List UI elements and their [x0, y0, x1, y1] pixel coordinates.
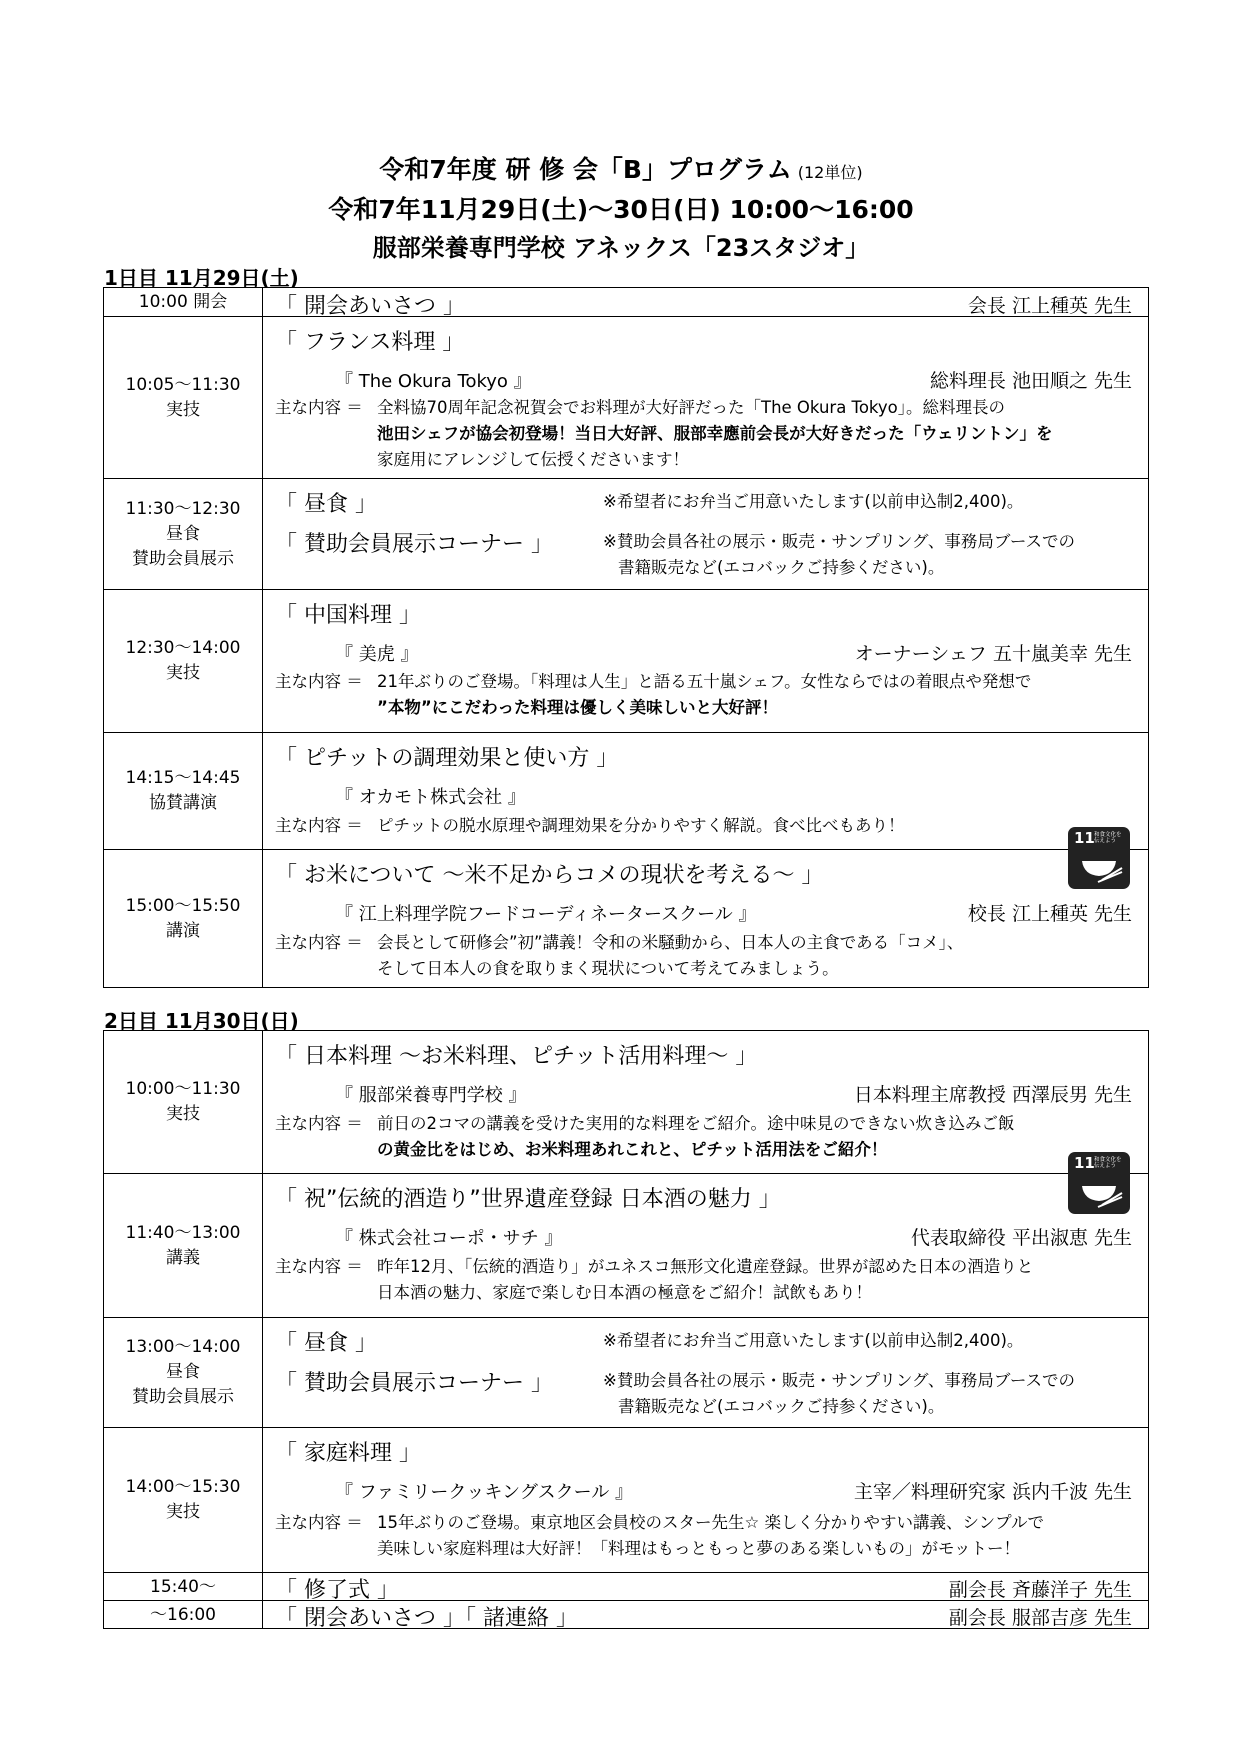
table-row: [104, 850, 1149, 988]
lunch-note: ※希望者にお弁当ご用意いたします(以前申込制2,400)。: [603, 492, 1024, 511]
exhibit-note: ※賛助会員各社の展示・販売・サンプリング、事務局ブースでの: [603, 1371, 1076, 1390]
session-title: 「 中国料理 」: [275, 603, 421, 628]
lunch-note: ※希望者にお弁当ご用意いたします(以前申込制2,400)。: [603, 1331, 1024, 1350]
lunch-cell: [263, 479, 1149, 590]
session-title: 「 修了式 」: [275, 1578, 399, 1603]
session-cell: [263, 1428, 1149, 1573]
session-title: 「 フランス料理 」: [275, 330, 465, 355]
session-cell: [263, 288, 1149, 317]
table-row: [104, 317, 1149, 479]
session-cell: [263, 850, 1149, 988]
table-row: [104, 479, 1149, 590]
table-row: [104, 1573, 1149, 1601]
speaker: 主宰／料理研究家 浜内千波 先生: [853, 1481, 1132, 1503]
session-content: 主な内容 ＝ 15年ぶりのご登場。東京地区会員校のスター先生☆ 楽しく分かりやすい講義、シンプルで 美味しい家庭料理は大好評！「料理はもっともっと夢のある楽しいもの」がモットー！: [275, 1513, 1044, 1558]
day1-schedule-table: [103, 287, 1149, 988]
session-title: 「 開会あいさつ 」: [275, 294, 465, 319]
day1-heading: 1日目 11月29日(土): [104, 266, 299, 290]
program-venue: 服部栄養専門学校 アネックス「23スタジオ」: [372, 234, 870, 262]
day2-schedule-table: [103, 1030, 1149, 1629]
badge-number: 11: [1074, 829, 1095, 847]
program-title: 令和7年度 研 修 会「B」プログラム (12単位): [379, 155, 863, 184]
session-title: 「 お米について ～米不足からコメの現状を考える～ 」: [275, 863, 824, 888]
badge-number: 11: [1074, 1154, 1095, 1172]
exhibit-note: ※賛助会員各社の展示・販売・サンプリング、事務局ブースでの: [603, 532, 1076, 551]
washoku-badge: [1068, 827, 1130, 889]
table-row: [104, 1318, 1149, 1428]
session-content: 主な内容 ＝ ピチットの脱水原理や調理効果を分かりやすく解説。食べ比べもあり！: [275, 816, 905, 835]
session-cell: [263, 317, 1149, 479]
table-row: [104, 1601, 1149, 1629]
units-note: (12単位): [797, 163, 863, 182]
speaker: 会長 江上種英 先生: [967, 295, 1132, 317]
time-cell: 11:40～13:00 講義: [104, 1174, 263, 1318]
exhibit-title: 「 賛助会員展示コーナー 」: [275, 532, 553, 557]
speaker: 日本料理主席教授 西澤辰男 先生: [853, 1084, 1132, 1106]
session-cell: [263, 733, 1149, 850]
session-cell: [263, 1601, 1149, 1629]
organization: 『 The Okura Tokyo 』: [335, 371, 532, 392]
lunch-title: 「 昼食 」: [275, 1331, 377, 1356]
speaker: 校長 江上種英 先生: [967, 903, 1132, 925]
badge-text: 和食文化を伝えよう: [1094, 1157, 1122, 1169]
speaker: 総料理長 池田順之 先生: [929, 370, 1132, 392]
time-cell: 10:05～11:30 実技: [104, 317, 263, 479]
session-content: 主な内容 ＝ 昨年12月、「伝統的酒造り」がユネスコ無形文化遺産登録。世界が認めた日本の酒造りと 日本酒の魅力、家庭で楽しむ日本酒の極意をご紹介！試飲もあり！: [275, 1257, 1034, 1302]
session-title: 「 家庭料理 」: [275, 1441, 421, 1466]
exhibit-note-2: 書籍販売など(エコバックご持参ください)。: [618, 1397, 945, 1416]
session-cell: [263, 1573, 1149, 1601]
time-cell: 14:00～15:30 実技: [104, 1428, 263, 1573]
organization: 『 服部栄養専門学校 』: [335, 1085, 527, 1106]
time-cell: 15:00～15:50 講演: [104, 850, 263, 988]
session-content: 主な内容 ＝ 全料協70周年記念祝賀会でお料理が大好評だった「The Okura Tokyo」。総料理長の 池田シェフが協会初登場！当日大好評、服部幸應前会長が大好きだった「ウェリントン」を 家庭用にアレンジして伝授くださいます！: [275, 398, 1053, 469]
session-title: 「 ピチットの調理効果と使い方 」: [275, 746, 619, 771]
session-content: 主な内容 ＝ 前日の2コマの講義を受けた実用的な料理をご紹介。途中味見のできない炊き込みご飯 の黄金比をはじめ、お米料理あれこれと、ピチット活用法をご紹介！: [275, 1114, 1015, 1159]
time-cell: 10:00～11:30 実技: [104, 1031, 263, 1174]
time-cell: 12:30～14:00 実技: [104, 590, 263, 733]
time-cell: 15:40～: [104, 1573, 263, 1601]
time-cell: ～16:00: [104, 1601, 263, 1629]
table-row: [104, 1031, 1149, 1174]
program-dates: 令和7年11月29日(土)～30日(日) 10:00～16:00: [328, 195, 914, 224]
day2-heading: 2日目 11月30日(日): [104, 1009, 299, 1033]
table-row: [104, 1428, 1149, 1573]
organization: 『 江上料理学院フードコーディネータースクール 』: [335, 904, 757, 925]
speaker: オーナーシェフ 五十嵐美幸 先生: [854, 643, 1132, 665]
time-cell: 14:15～14:45 協賛講演: [104, 733, 263, 850]
organization: 『 株式会社コーポ・サチ 』: [335, 1228, 563, 1249]
time-cell: 11:30～12:30 昼食 賛助会員展示: [104, 479, 263, 590]
organization: 『 美虎 』: [335, 644, 419, 665]
session-cell: [263, 590, 1149, 733]
speaker: 副会長 服部吉彦 先生: [948, 1607, 1132, 1629]
lunch-title: 「 昼食 」: [275, 492, 377, 517]
session-cell: [263, 1174, 1149, 1318]
washoku-badge: [1068, 1152, 1130, 1214]
exhibit-note-2: 書籍販売など(エコバックご持参ください)。: [618, 558, 945, 577]
organization: 『 ファミリークッキングスクール 』: [335, 1482, 634, 1503]
table-row: [104, 590, 1149, 733]
session-title: 「 日本料理 ～お米料理、ピチット活用料理～ 」: [275, 1044, 758, 1069]
session-cell: [263, 1031, 1149, 1174]
session-content: 主な内容 ＝ 会長として研修会”初”講義！令和の米騒動から、日本人の主食である「コメ」、 そして日本人の食を取りまく現状について考えてみましょう。: [275, 933, 964, 978]
table-row: [104, 733, 1149, 850]
time-cell: 10:00 開会: [104, 288, 263, 317]
lunch-cell: [263, 1318, 1149, 1428]
table-row: [104, 1174, 1149, 1318]
organization: 『 オカモト株式会社 』: [335, 787, 526, 808]
exhibit-title: 「 賛助会員展示コーナー 」: [275, 1371, 553, 1396]
badge-text: 和食文化を伝えよう: [1094, 832, 1122, 844]
table-row: [104, 288, 1149, 317]
session-title: 「 閉会あいさつ 」「 諸連絡 」: [275, 1606, 578, 1631]
session-content: 主な内容 ＝ 21年ぶりのご登場。「料理は人生」と語る五十嵐シェフ。女性ならではの着眼点や発想で ”本物”にこだわった料理は優しく美味しいと大好評！: [275, 672, 1032, 717]
speaker: 副会長 斉藤洋子 先生: [948, 1579, 1132, 1601]
session-title: 「 祝”伝統的酒造り”世界遺産登録 日本酒の魅力 」: [275, 1187, 781, 1212]
time-cell: 13:00～14:00 昼食 賛助会員展示: [104, 1318, 263, 1428]
speaker: 代表取締役 平出淑恵 先生: [910, 1227, 1132, 1249]
